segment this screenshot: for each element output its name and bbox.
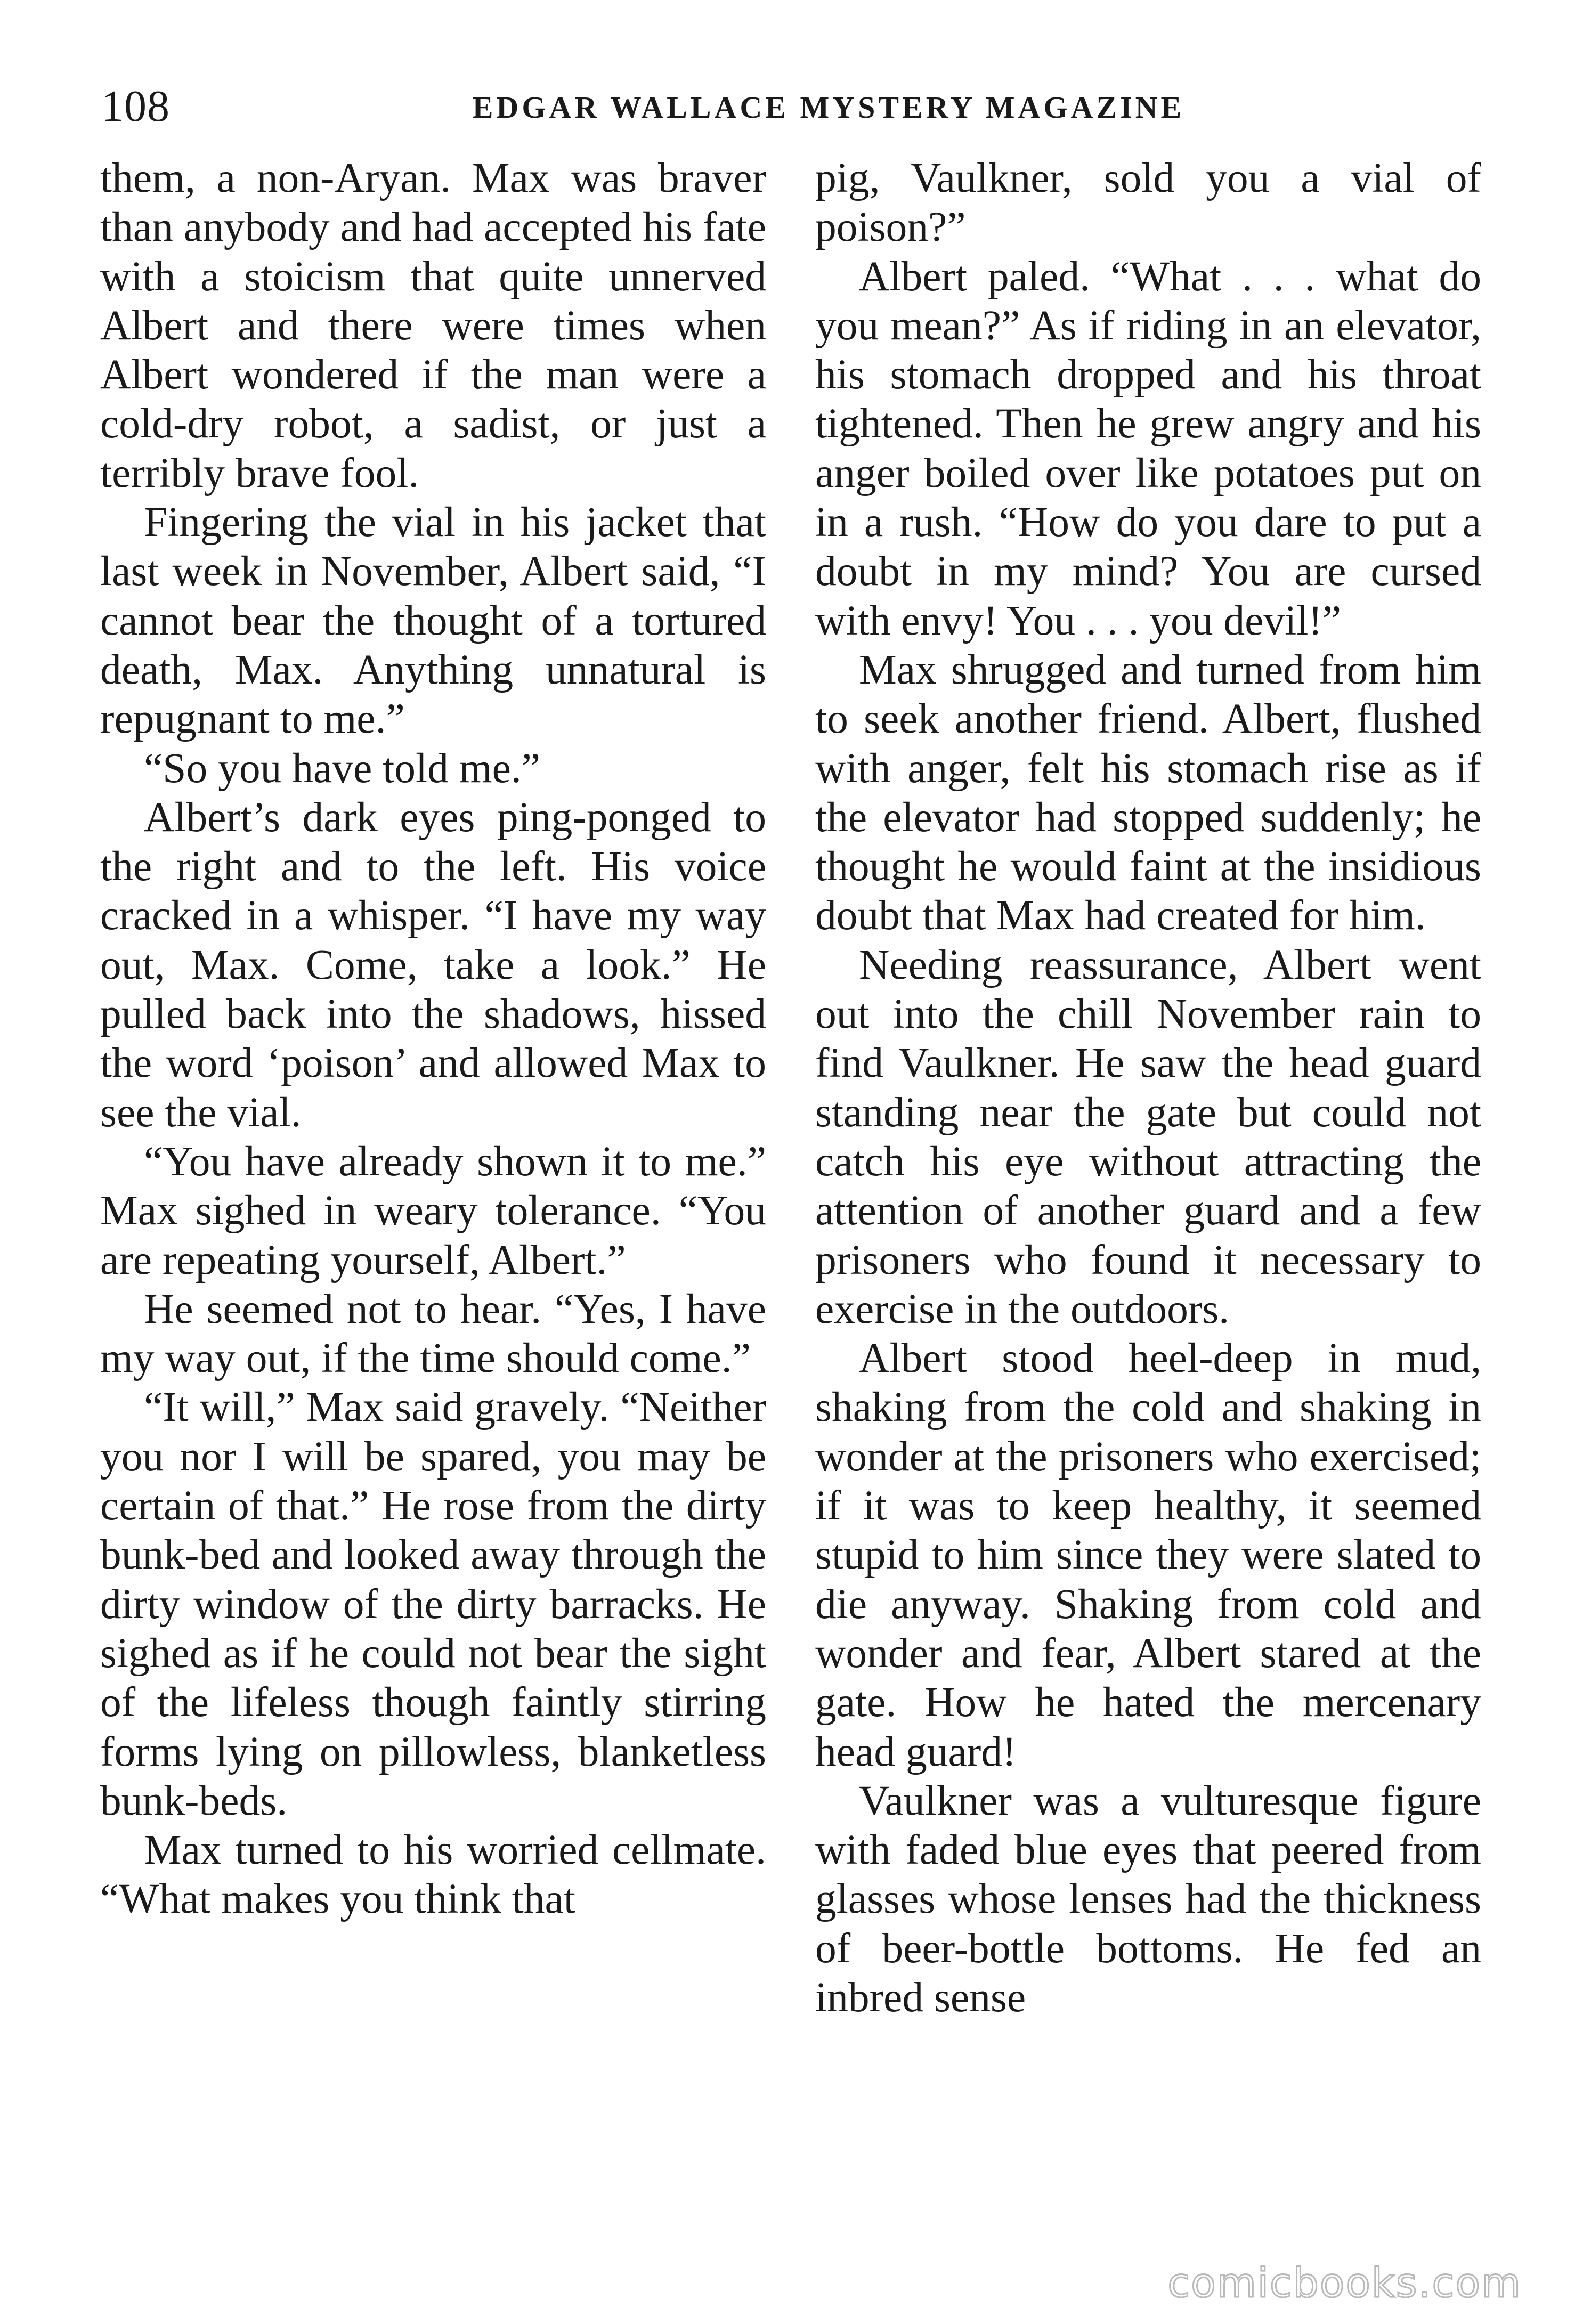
paragraph: Max turned to his worried cellmate. “What makes you think that	[100, 1826, 766, 1923]
paragraph: pig, Vaulkner, sold you a vial of poison?”	[815, 155, 1481, 251]
paragraph: Vaulkner was a vulturesque figure with faded blue eyes that peered from glasses whose lenses had the thickness of beer-bottle bottoms. He fed an inbred sense	[815, 1777, 1481, 2021]
paragraph: “It will,” Max said gravely. “Neither you nor I will be spared, you may be certain of that.” He rose from the dirty bunk-bed and looked away through the dirty window of the dirty barracks. He sighed as if he could not bear the sight of the lifeless though faintly stirring forms lying on pillowless, blanketless bunk-beds.	[100, 1384, 766, 1824]
paragraph: Albert stood heel-deep in mud, shaking from the cold and shaking in wonder at the prisoners who exercised; if it was to keep healthy, it seemed stupid to him since they were slated to die anyway. Shaking from cold and wonder and fear, Albert stared at the gate. How he hated the mercenary head guard!	[815, 1335, 1481, 1775]
paragraph: Albert paled. “What . . . what do you mean?” As if riding in an elevator, his stomach dropped and his throat tightened. Then he grew angry and his anger boiled over like potatoes put on in a rush. “How do you dare to put a doubt in my mind? You are cursed with envy! You . . . you devil!”	[815, 253, 1481, 644]
paragraph: them, a non-Aryan. Max was braver than anybody and had accepted his fate with a stoicism that quite unnerved Albert and there were times when Albert wondered if the man were a cold-dry robot, a sadist, or just a terribly brave fool.	[100, 155, 766, 497]
paragraph: “So you have told me.”	[144, 744, 541, 792]
page-header	[101, 80, 1481, 139]
paragraph: Fingering the vial in his jacket that last week in November, Albert said, “I cannot bear the thought of a tortured death, Max. Anything unnatural is repugnant to me.”	[100, 499, 766, 743]
watermark: comicbooks.com	[1167, 2259, 1522, 2306]
paragraph: Max shrugged and turned from him to seek another friend. Albert, flushed with anger, felt his stomach rise as if the elevator had stopped suddenly; he thought he would faint at the insidious doubt that Max had created for him.	[815, 646, 1481, 939]
paragraph: He seemed not to hear. “Yes, I have my way out, if the time should come.”	[100, 1285, 766, 1382]
paragraph: “You have already shown it to me.” Max sighed in weary tolerance. “You are repeating yourself, Albert.”	[100, 1137, 766, 1283]
page-number: 108	[101, 82, 170, 131]
paragraph: Albert’s dark eyes ping-ponged to the right and to the left. His voice cracked in a whisper. “I have my way out, Max. Come, take a look.” He pulled back into the shadows, hissed the word ‘poison’ and allowed Max to see the vial.	[100, 793, 766, 1136]
paragraph: Needing reassurance, Albert went out into the chill November rain to find Vaulkner. He saw the head guard standing near the gate but could not catch his eye without attracting the attention of another guard and a few prisoners who found it necessary to exercise in the outdoors.	[815, 941, 1481, 1332]
left-column	[100, 153, 766, 1924]
running-title: EDGAR WALLACE MYSTERY MAGAZINE	[472, 90, 1185, 125]
right-column	[815, 153, 1481, 2022]
